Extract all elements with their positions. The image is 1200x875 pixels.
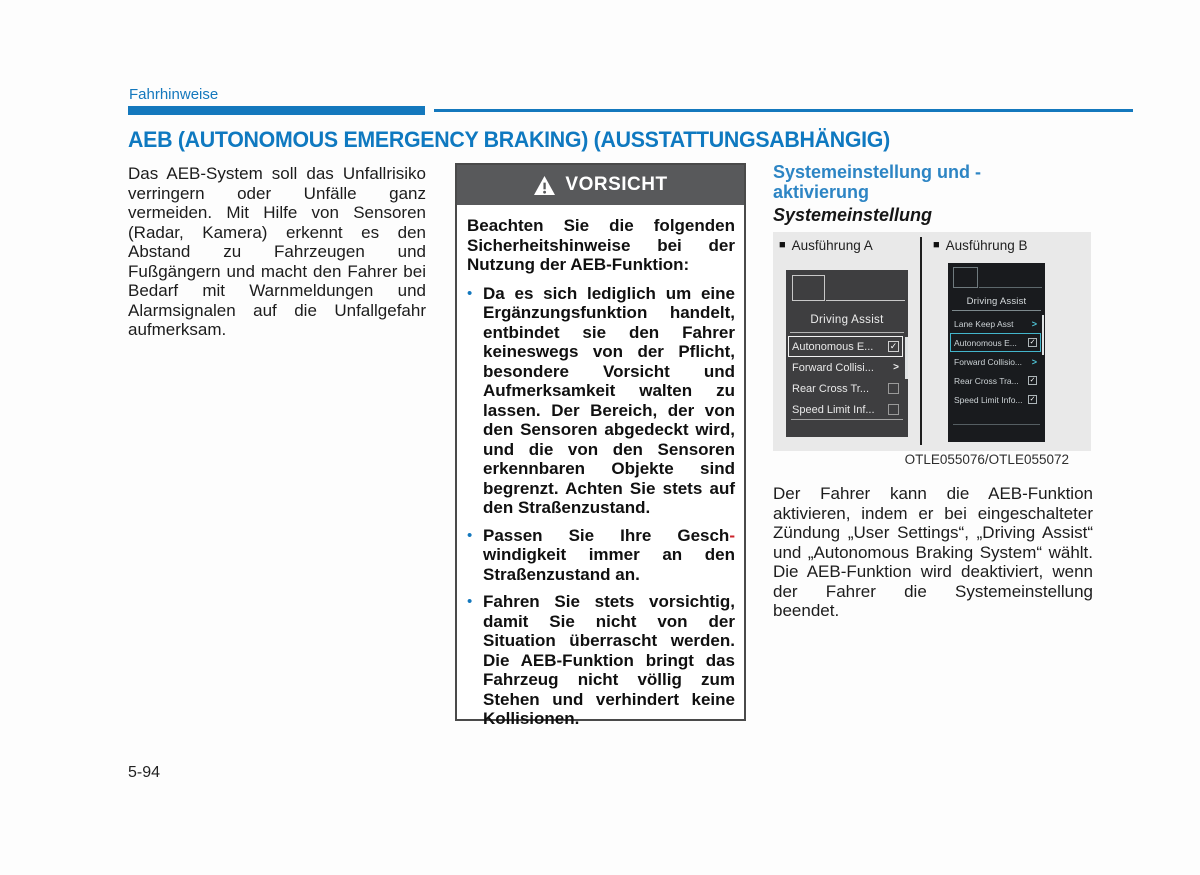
- variant-a-label-text: Ausführung A: [791, 238, 873, 253]
- screen-menu-row-label: Autonomous E...: [792, 340, 874, 353]
- scrollbar: [905, 337, 908, 379]
- chevron-right-icon: >: [893, 362, 899, 373]
- warning-bullet-text: [483, 284, 735, 518]
- screen-a: [786, 270, 908, 437]
- screen-menu-row: [788, 378, 903, 399]
- screen-menu-row: [950, 314, 1041, 333]
- screen-header-line: [979, 287, 1042, 288]
- figure-panel: [773, 232, 1091, 451]
- section-heading-line1: Systemeinstellung und -: [773, 162, 982, 182]
- screen-bottom-line: [953, 424, 1040, 425]
- screen-title-underline: [790, 332, 904, 333]
- warning-box: [455, 163, 746, 728]
- screen-menu-row: [788, 357, 903, 378]
- variant-divider: [920, 237, 922, 445]
- screen-bottom-line: [791, 419, 903, 420]
- warning-title: VORSICHT: [565, 174, 668, 195]
- screen-b-title: Driving Assist: [966, 296, 1027, 307]
- chevron-right-icon: >: [1031, 318, 1037, 329]
- checkbox-unchecked-icon: [888, 383, 899, 394]
- screen-menu-row-label: Lane Keep Asst: [954, 318, 1014, 329]
- section-heading-line2: aktivierung: [773, 182, 870, 202]
- screen-menu-row: [950, 333, 1041, 352]
- bullet-text-segment: Fahren Sie stets vorsichtig, damit Sie nicht von der Situation überrascht werden. Die AEB-Funktion bringt das Fahrzeug nicht völlig zum Stehen und verhindert keine Kollisionen.: [483, 592, 735, 728]
- screen-title-underline: [952, 310, 1041, 311]
- checkbox-checked-icon: ✓: [1029, 377, 1036, 384]
- warning-bullet-text: [483, 592, 735, 729]
- screen-menu-row-label: Forward Collisi...: [792, 361, 874, 374]
- activation-paragraph: Der Fahrer kann die AEB-Funktion aktivieren, indem er bei eingeschalteter Zündung „User Settings“, „Driving Assist“ und „Autonomous Braking System“ wählt. Die AEB-Funktion wird deaktiviert, wenn der Fahrer die Systemeinstellung beendet.: [773, 484, 1093, 620]
- screen-menu-row-label: Rear Cross Tr...: [792, 382, 870, 395]
- header-accent-bar: [128, 106, 425, 115]
- bullet-dot-icon: •: [467, 284, 473, 302]
- warning-bullet-item: [467, 592, 735, 729]
- screen-menu-row: [950, 371, 1041, 390]
- bullet-text-segment: windigkeit immer an den Straßenzustand an.: [483, 545, 735, 584]
- bullet-dot-icon: •: [467, 526, 473, 544]
- checkbox-checked-icon: ✓: [889, 341, 898, 351]
- checkbox-checked-icon: ✓: [1029, 396, 1036, 403]
- screen-menu-row-label: Speed Limit Info...: [954, 394, 1023, 405]
- screen-a-title: Driving Assist: [810, 314, 884, 326]
- checkbox-unchecked-icon: [888, 404, 899, 415]
- screen-b: [948, 263, 1045, 442]
- screen-menu-row: [950, 352, 1041, 371]
- header-rule: [434, 109, 1133, 112]
- section-heading: [773, 162, 1103, 202]
- bullet-text-segment: -: [729, 525, 735, 545]
- variant-b-label-text: Ausführung B: [945, 238, 1028, 253]
- screen-header-line: [826, 300, 905, 301]
- warning-header: [457, 165, 744, 205]
- chevron-right-icon: >: [1031, 356, 1037, 367]
- screen-menu-row: [950, 390, 1041, 409]
- figure-caption: OTLE055076/OTLE055072: [904, 452, 1069, 467]
- warning-bullet-item: [467, 526, 735, 585]
- screen-header-box: [792, 275, 825, 301]
- scrollbar: [1042, 315, 1044, 355]
- square-marker-icon: ■: [933, 239, 940, 251]
- bullet-dot-icon: •: [467, 593, 473, 610]
- warning-bullet-text: [483, 526, 735, 585]
- screen-header-box: [953, 267, 978, 288]
- square-marker-icon: ■: [779, 239, 786, 251]
- screen-menu-row-label: Autonomous E...: [954, 337, 1017, 348]
- warning-intro: Beachten Sie die folgenden Sicherheitshinweise bei der Nutzung der AEB-Funktion:: [467, 216, 735, 274]
- warning-body: [457, 205, 744, 729]
- bullet-text-segment: Da es sich lediglich um eine Ergänzungsfunktion handelt, entbindet sie den Fahrer keineswegs von der Pflicht, besondere Vorsicht und Aufmerksamkeit walten zu lassen. Der Bereich, der von den Sensoren abgedeckt wird, und die von den Sensoren erkennbaren Objekte sind begrenzt. Achten Sie stets auf den Straßenzustand.: [483, 283, 735, 517]
- checkbox-checked-icon: ✓: [1029, 339, 1036, 346]
- screen-menu-row-label: Forward Collisio...: [954, 356, 1023, 367]
- screen-b-menu: [950, 314, 1041, 409]
- screen-menu-row-label: Rear Cross Tra...: [954, 375, 1019, 386]
- bullet-text-segment: Passen Sie Ihre Gesch: [483, 525, 730, 545]
- breadcrumb: Fahrhinweise: [129, 86, 219, 103]
- intro-paragraph: Das AEB-System soll das Unfallrisiko verringern oder Unfälle ganz vermeiden. Mit Hilfe von Sensoren (Radar, Kamera) erkennt es den Abstand zu Fahrzeugen und Fußgängern und macht den Fahrer bei Bedarf mit Warnmeldungen und Alarmsignalen auf die Unfallgefahr aufmerksam.: [128, 164, 426, 339]
- variant-b-label: [933, 238, 1027, 253]
- screen-menu-row-label: Speed Limit Inf...: [792, 403, 875, 416]
- warning-triangle-icon: [533, 175, 556, 196]
- warning-bullet-item: [467, 284, 735, 518]
- screen-menu-row: [788, 399, 903, 420]
- warning-bullet-list: [467, 284, 735, 729]
- screen-menu-row: [788, 336, 903, 357]
- page-number: 5-94: [128, 764, 161, 781]
- page-title: AEB (AUTONOMOUS EMERGENCY BRAKING) (AUSSTATTUNGSABHÄNGIG): [128, 127, 890, 152]
- screen-a-menu: [788, 336, 903, 420]
- section-subheading: Systemeinstellung: [773, 205, 933, 225]
- variant-a-label: [779, 238, 873, 253]
